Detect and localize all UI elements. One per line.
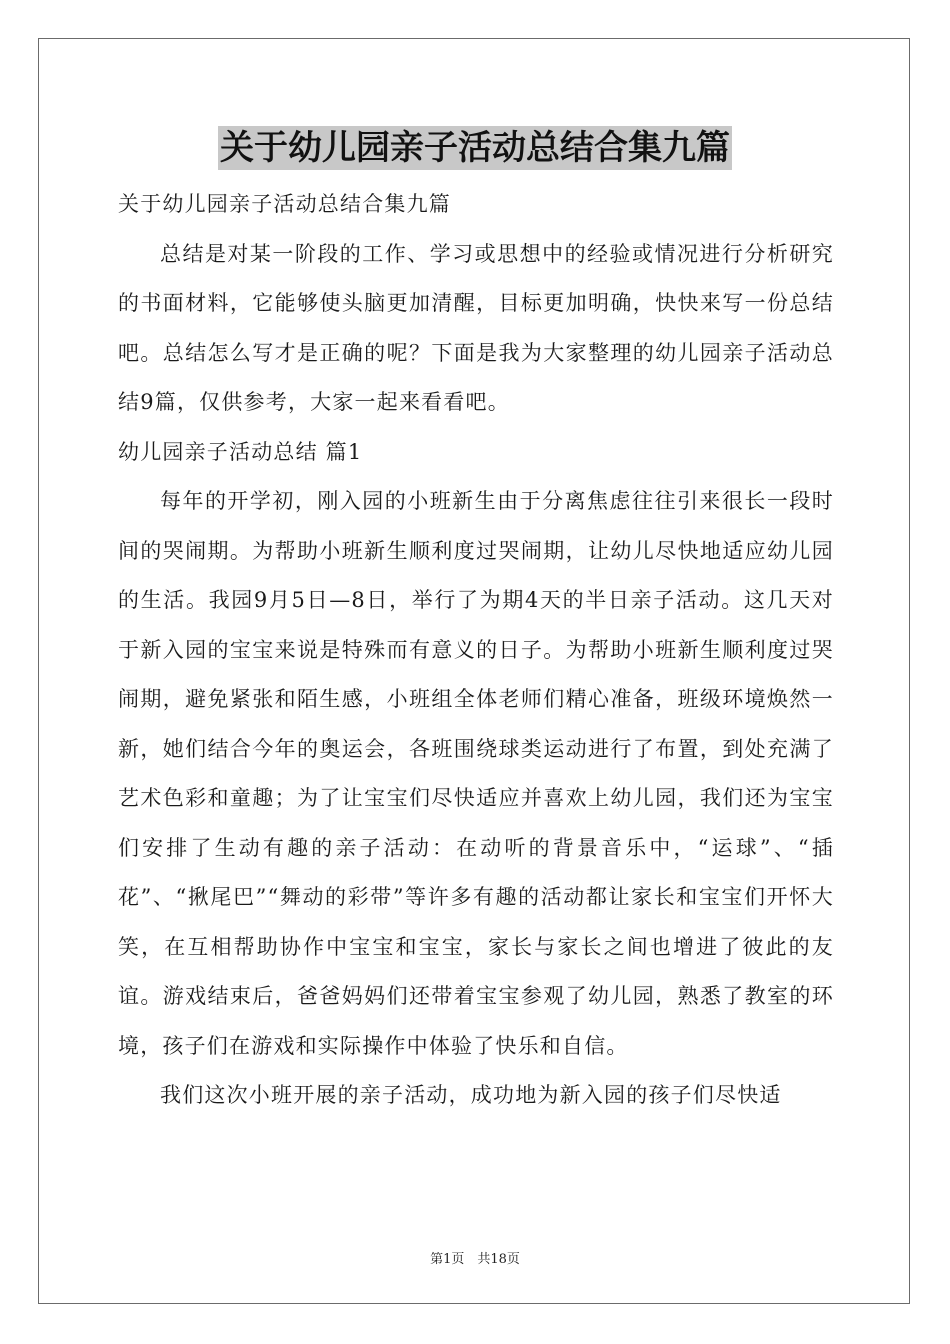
intro-paragraph: 总结是对某一阶段的工作、学习或思想中的经验或情况进行分析研究的书面材料，它能够使头脑更加清醒，目标更加明确，快快来写一份总结吧。总结怎么写才是正确的呢？下面是我为大家整理的幼儿园亲子活动总结9篇，仅供参考，大家一起来看看吧。 — [118, 241, 834, 414]
title-container — [0, 126, 950, 170]
document-body — [118, 180, 834, 1121]
document-subtitle: 关于幼儿园亲子活动总结合集九篇 — [118, 192, 451, 216]
section-heading: 幼儿园亲子活动总结 篇1 — [118, 439, 363, 464]
body-paragraph-1: 每年的开学初，刚入园的小班新生由于分离焦虑往往引来很长一段时间的哭闹期。为帮助小班新生顺利度过哭闹期，让幼儿尽快地适应幼儿园的生活。我园9月5日—8日，举行了为期4天的半日亲子活动。这几天对于新入园的宝宝来说是特殊而有意义的日子。为帮助小班新生顺利度过哭闹期，避免紧张和陌生感，小班组全体老师们精心准备，班级环境焕然一新，她们结合今年的奥运会，各班围绕球类运动进行了布置，到处充满了艺术色彩和童趣；为了让宝宝们尽快适应并喜欢上幼儿园，我们还为宝宝们安排了生动有趣的亲子活动：在动听的背景音乐中，“运球”、“插花”、“揪尾巴”“舞动的彩带”等许多有趣的活动都让家长和宝宝们开怀大笑，在互相帮助协作中宝宝和宝宝，家长与家长之间也增进了彼此的友谊。游戏结束后，爸爸妈妈们还带着宝宝参观了幼儿园，熟悉了教室的环境，孩子们在游戏和实际操作中体验了快乐和自信。 — [118, 489, 834, 1058]
page-footer — [0, 1248, 950, 1267]
document-title: 关于幼儿园亲子活动总结合集九篇 — [220, 128, 730, 168]
page-number: 第1页 共18页 — [430, 1252, 520, 1267]
body-paragraph-2: 我们这次小班开展的亲子活动，成功地为新入园的孩子们尽快适 — [160, 1083, 782, 1107]
